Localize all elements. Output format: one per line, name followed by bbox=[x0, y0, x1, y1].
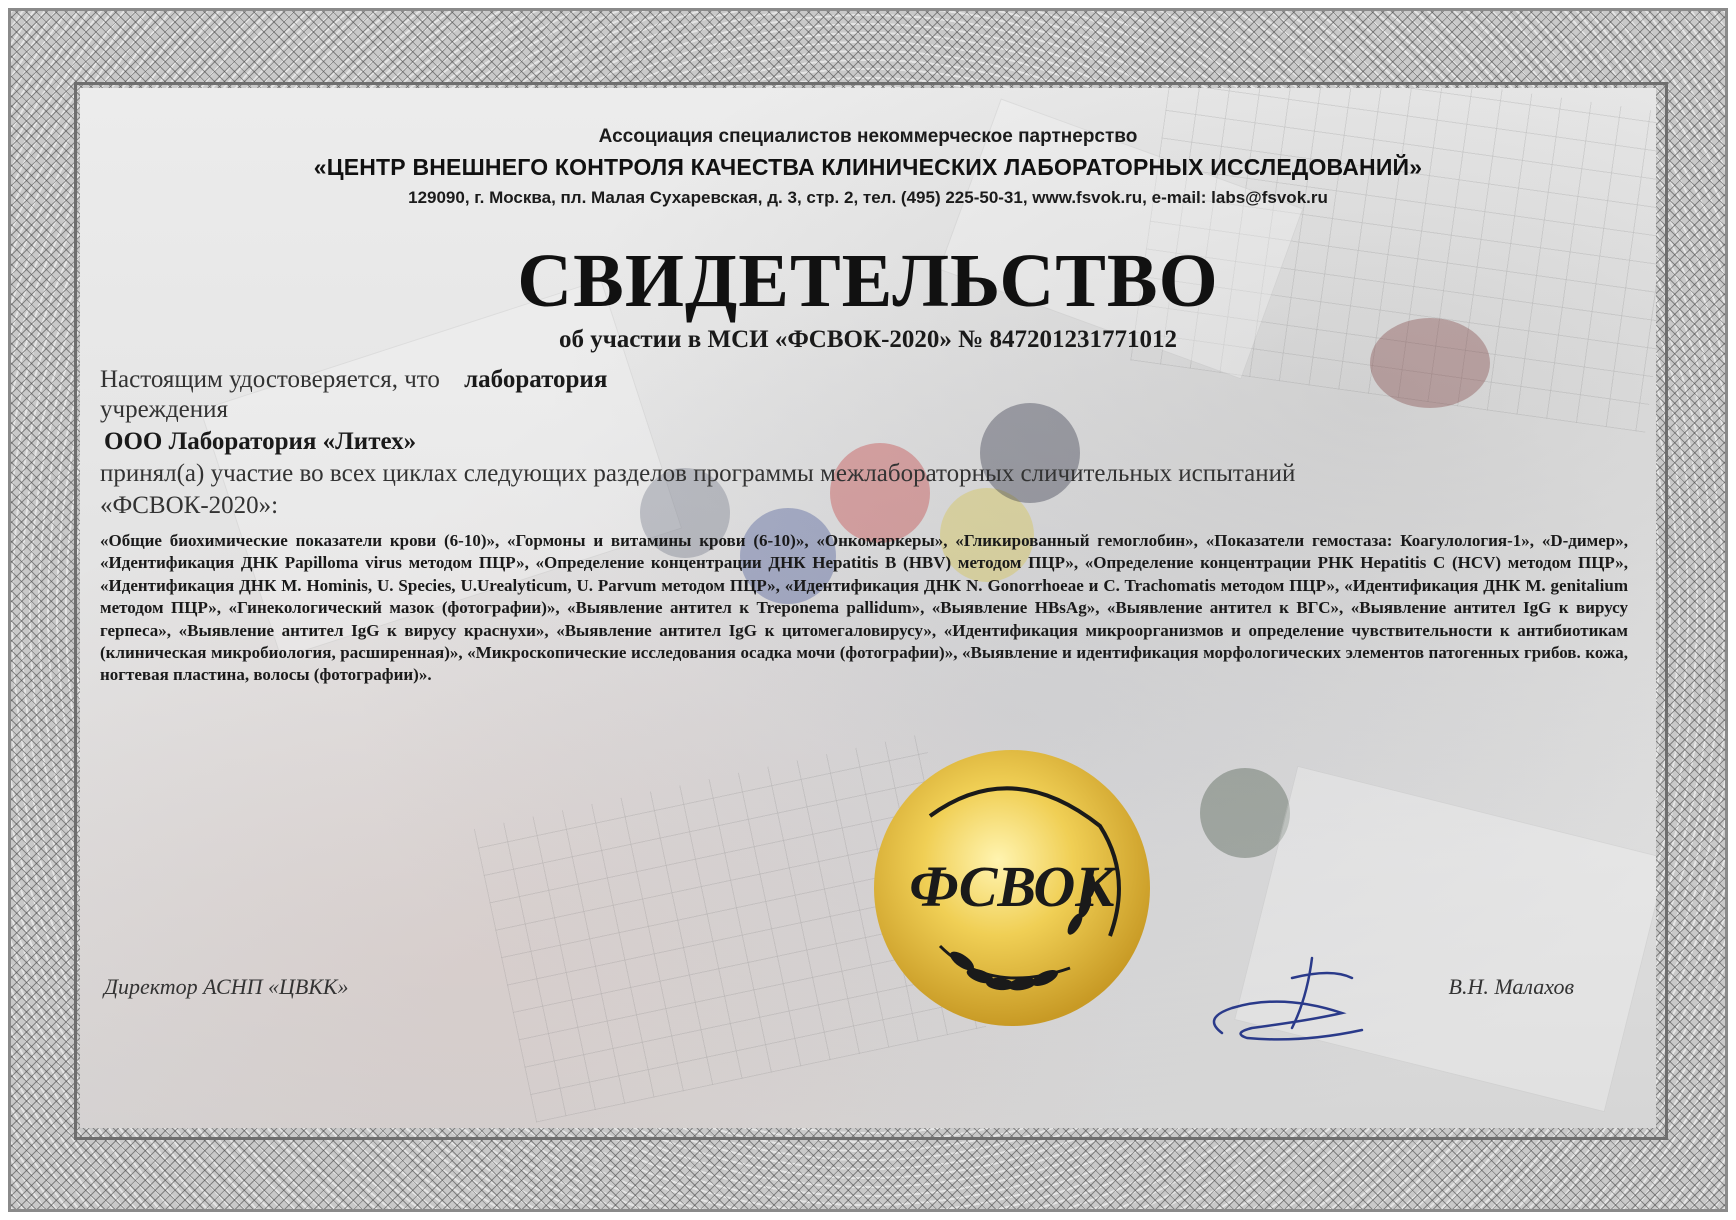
certify-line bbox=[100, 366, 607, 394]
organization-address: 129090, г. Москва, пл. Малая Сухаревская, д. 3, стр. 2, тел. (495) 225-50-31, www.fsvok.ru, e-mail: labs@fsvok.ru bbox=[408, 188, 1328, 207]
certificate-title: СВИДЕТЕЛЬСТВО bbox=[517, 239, 1219, 323]
participation-text: принял(а) участие во всех циклах следующих разделов программы межлабораторных сличительных испытаний bbox=[100, 460, 1296, 487]
certificate-subtitle: об участии в МСИ «ФСВОК-2020» № 847201231771012 bbox=[558, 326, 1178, 353]
laboratory-word: лаборатория bbox=[464, 366, 608, 393]
association-line: Ассоциация специалистов некоммерческое партнерство bbox=[598, 126, 1138, 147]
certify-text: Настоящим удостоверяется, что bbox=[100, 366, 440, 393]
program-sections-list: «Общие биохимические показатели крови (6-10)», «Гормоны и витамины крови (6-10)», «Онкомаркеры», «Гликированный гемоглобин», «Показатели гемостаза: Коагулология-1», «D-димер», «Идентификация ДНК Papilloma virus методом ПЦР», «Определение концентрации ДНК Hepatitis B (HBV) методом ПЦР», «Определение концентрации РНК Hepatitis C (HCV) методом ПЦР», «Идентификация ДНК M. Hominis, U. Species, U.Urealyticum, U. Parvum методом ПЦР», «Идентификация ДНК N. Gonorrhoeae и C. Trachomatis методом ПЦР», «Идентификация ДНК M. genitalium методом ПЦР», «Гинекологический мазок (фотографии)», «Выявление антител к Treponema pallidum», «Выявление HBsAg», «Выявление антител к ВГС», «Выявление антител IgG к вирусу герпеса», «Выявление антител IgG к вирусу краснухи», «Выявление антител IgG к цитомегаловирусу», «Идентификация микроорганизмов и определение чувствительности к антибиотикам (клиническая микробиология, расширенная)», «Микроскопические исследования осадка мочи (фотографии)», «Выявление и идентификация морфологических элементов патогенных грибов. кожа, ногтевая пластина, волосы (фотографии)». bbox=[100, 531, 1628, 685]
seal-text: ФСВОК bbox=[909, 854, 1115, 919]
certificate-paper bbox=[80, 88, 1656, 1128]
handwritten-signature bbox=[1192, 938, 1392, 1058]
director-title: Директор АСНП «ЦВКК» bbox=[104, 974, 349, 999]
program-name: «ФСВОК-2020»: bbox=[100, 492, 279, 519]
director-name: В.Н. Малахов bbox=[1448, 974, 1574, 999]
laboratory-name: ООО Лаборатория «Литех» bbox=[104, 428, 417, 455]
fsvok-gold-seal bbox=[870, 746, 1155, 1031]
institution-label: учреждения bbox=[100, 396, 229, 423]
organization-name: «ЦЕНТР ВНЕШНЕГО КОНТРОЛЯ КАЧЕСТВА КЛИНИЧЕСКИХ ЛАБОРАТОРНЫХ ИССЛЕДОВАНИЙ» bbox=[313, 154, 1423, 180]
background-vial-cap-image bbox=[830, 443, 930, 543]
background-vial-cap-image bbox=[980, 403, 1080, 503]
